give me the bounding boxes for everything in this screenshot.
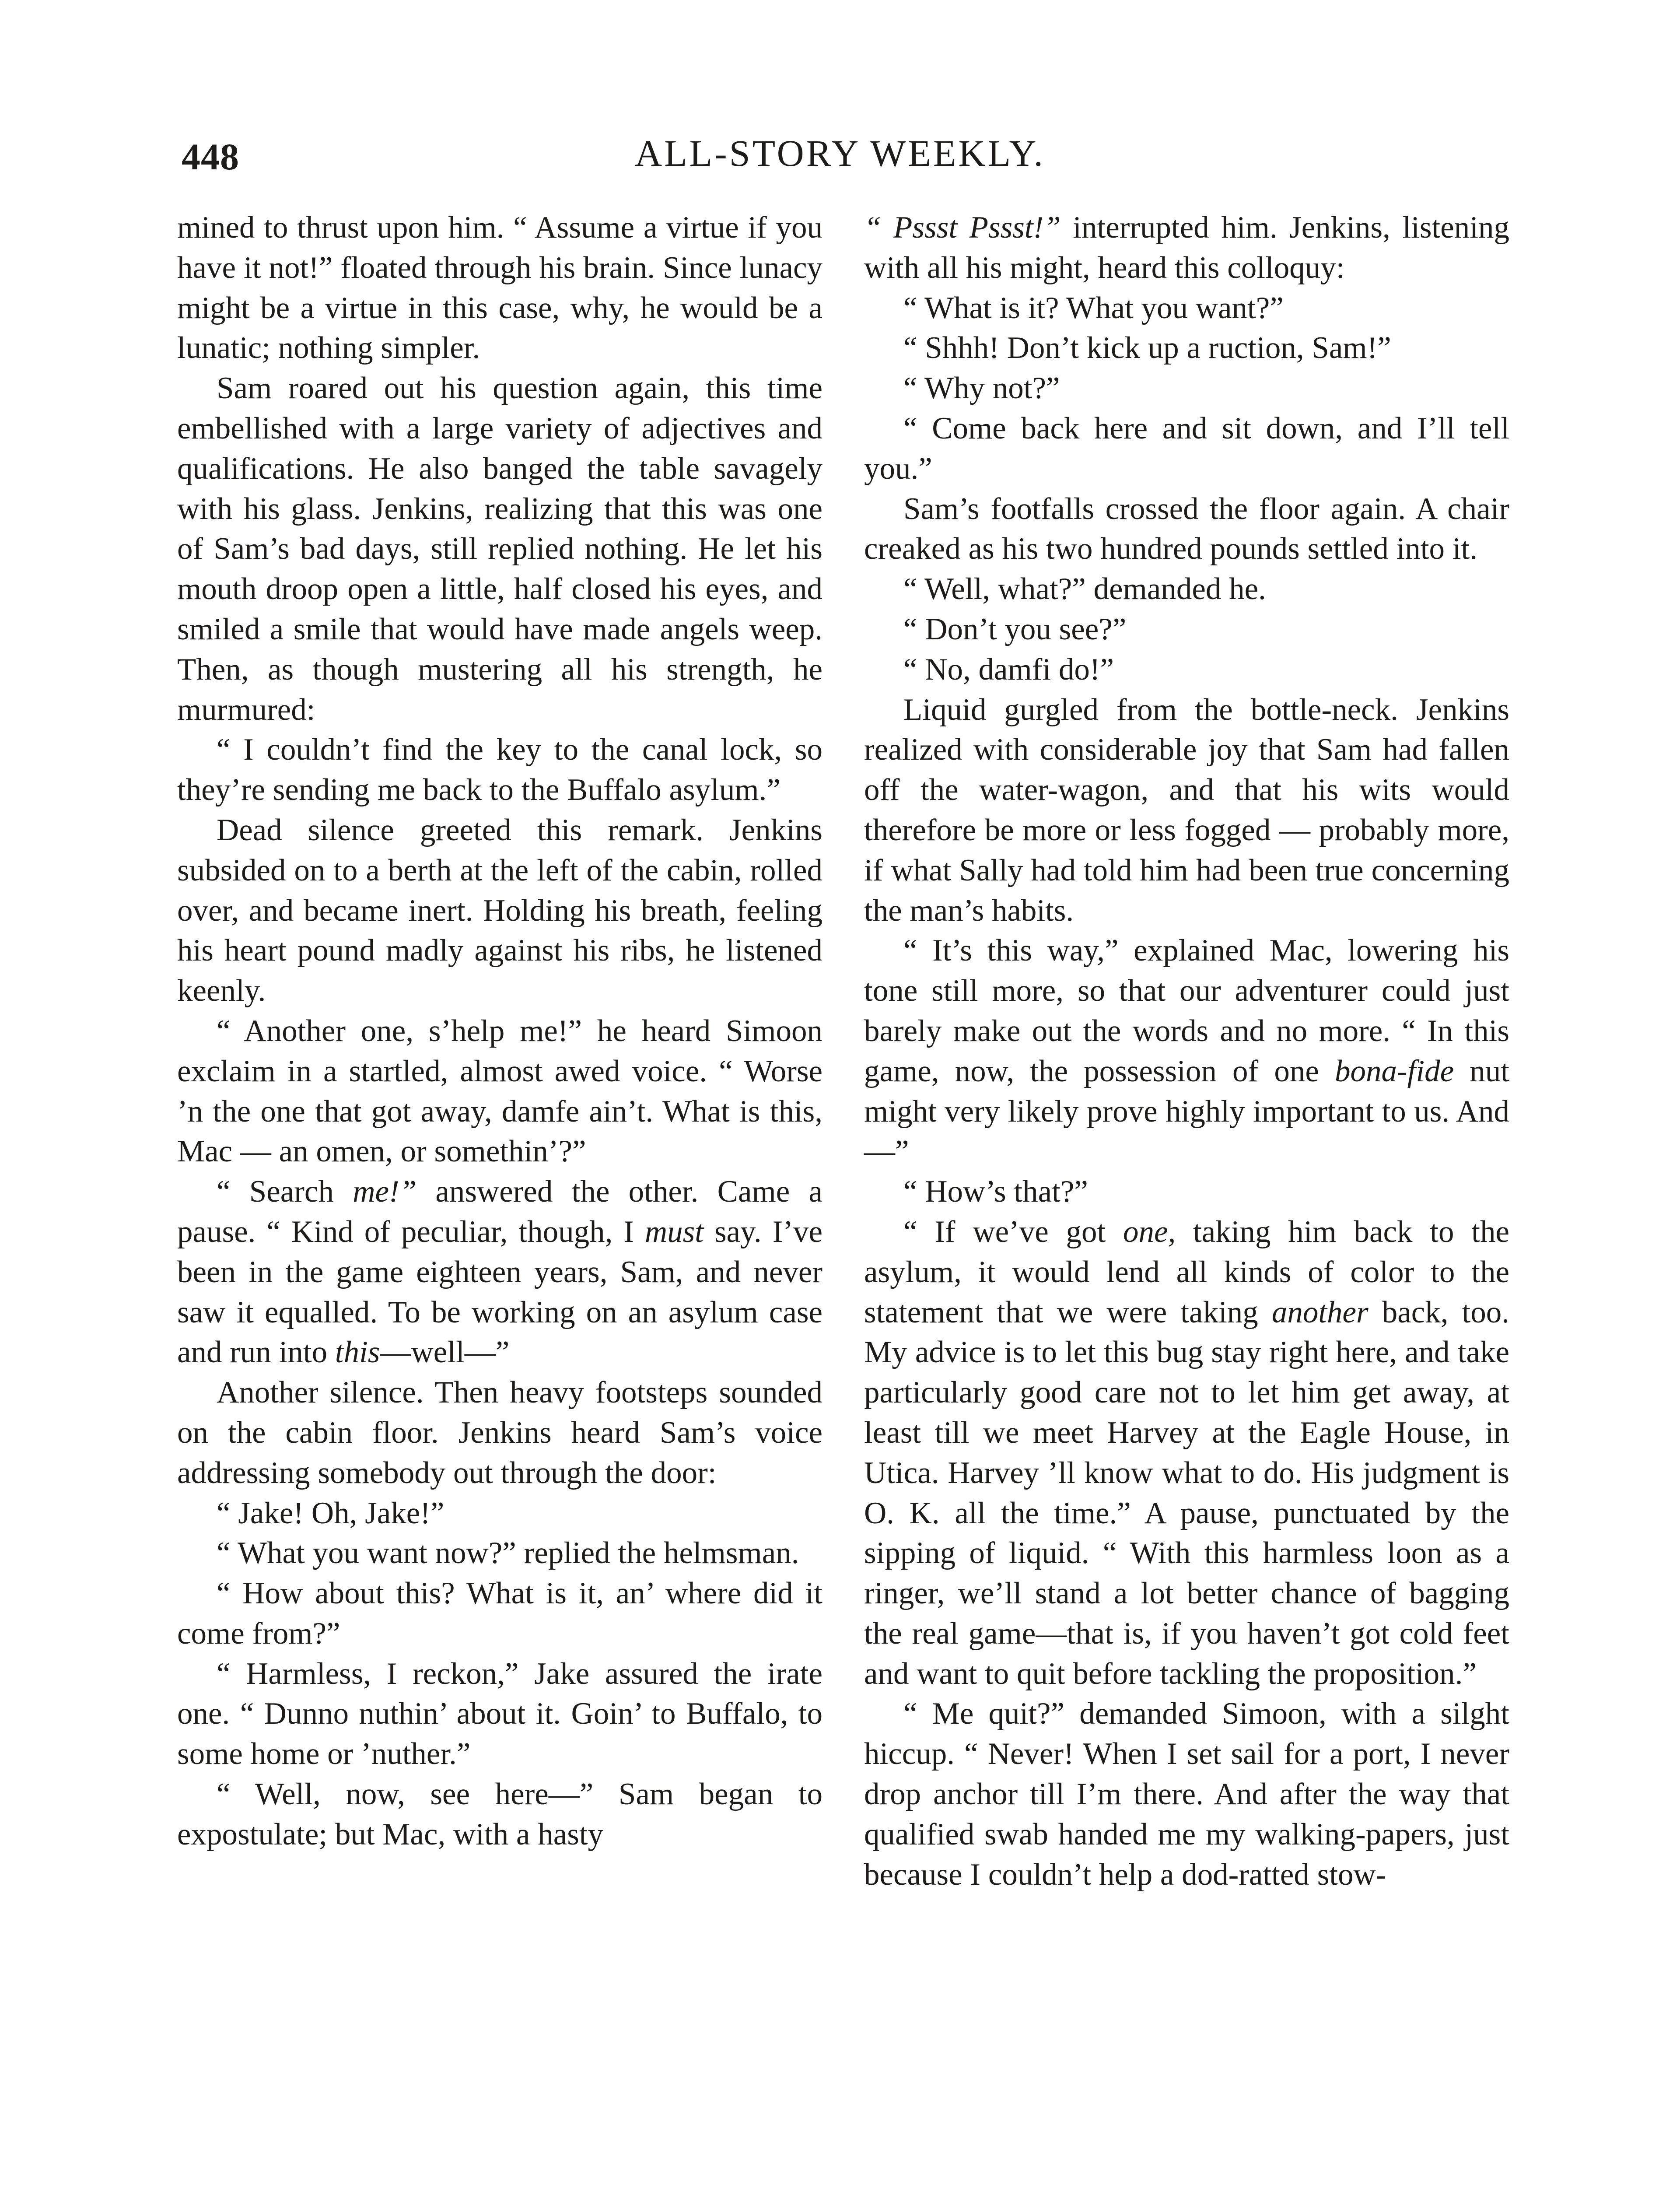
- text-run: “ Harmless, I reckon,” Jake assured the irate one. “ Dunno nuthin’ about it. Goin’ to Buffalo, to some home or ’nuther.”: [177, 1656, 822, 1771]
- paragraph: [177, 1172, 822, 1373]
- text-run: say. I’ve been in the game eighteen years, Sam, and never saw it equalled. To be working on an asylum case and run into: [177, 1214, 822, 1370]
- paragraph: [177, 1373, 822, 1493]
- running-title: ALL-STORY WEEKLY.: [635, 132, 1045, 174]
- text-run: “ No, damfi do!”: [903, 652, 1114, 687]
- text-run: Sam roared out his question again, this time embellished with a large variety of adjectives and qualifications. He also banged the table savagely with his glass. Jenkins, realizing that this was one of Sam’s bad days, still replied nothing. He let his mouth droop open a little, half closed his eyes, and smiled a smile that would have made angels weep. Then, as though mustering all his strength, he murmured:: [177, 371, 822, 727]
- italic-run: bona-fide: [1335, 1054, 1454, 1088]
- paragraph: [864, 569, 1509, 610]
- italic-run: me!”: [353, 1175, 417, 1209]
- paragraph: [864, 368, 1509, 409]
- text-run: “ Why not?”: [903, 371, 1060, 406]
- paragraph: [864, 610, 1509, 650]
- text-run: “ Another one, s’help me!” he heard Simoon exclaim in a startled, almost awed voice. “ Worse ’n the one that got away, damfe ain’t. What is this, Mac — an omen, or somethin’?”: [177, 1013, 822, 1169]
- paragraph: [864, 931, 1509, 1172]
- text-run: Another silence. Then heavy footsteps sounded on the cabin floor. Jenkins heard Sam’s voice addressing somebody out through the door:: [177, 1375, 822, 1490]
- paragraph: [864, 328, 1509, 368]
- paragraph: [864, 1172, 1509, 1212]
- text-run: “ Search: [217, 1175, 353, 1209]
- paragraph: [177, 1011, 822, 1172]
- text-run: “ Well, now, see here—” Sam began to expostulate; but Mac, with a hasty: [177, 1777, 822, 1851]
- paragraph: [864, 409, 1509, 489]
- italic-run: this: [335, 1335, 380, 1370]
- text-run: “ I couldn’t find the key to the canal lock, so they’re sending me back to the Buffalo asylum.”: [177, 733, 822, 807]
- italic-run: must: [644, 1214, 704, 1249]
- paragraph: [864, 1212, 1509, 1694]
- paragraph: [177, 1494, 822, 1534]
- paragraph: [177, 730, 822, 810]
- right-text-column: [864, 208, 1509, 1895]
- italic-run: one,: [1123, 1214, 1176, 1249]
- text-run: “ It’s this way,” explained Mac, lowering his tone still more, so that our adventurer could just barely make out the words and no more. “ In this game, now, the possession of one: [864, 933, 1509, 1088]
- text-run: answered the other. Came a pause. “ Kind of peculiar, though, I: [177, 1175, 823, 1249]
- paragraph: [177, 810, 822, 1011]
- text-run: “ Shhh! Don’t kick up a ruction, Sam!”: [903, 331, 1391, 365]
- left-text-column: [177, 208, 822, 1855]
- text-run: “ How’s that?”: [903, 1175, 1088, 1209]
- text-run: mined to thrust upon him. “ Assume a virtue if you have it not!” floated through his brain. Since lunacy might be a virtue in this case, why, he would be a lunatic; nothing simpler.: [177, 210, 822, 365]
- text-run: —well—”: [380, 1335, 510, 1370]
- text-run: Dead silence greeted this remark. Jenkins subsided on to a berth at the left of the cabin, rolled over, and became inert. Holding his breath, feeling his heart pound madly against his ribs, he listened keenly.: [177, 813, 822, 1008]
- text-run: Sam’s footfalls crossed the floor again. A chair creaked as his two hundred pounds settled into it.: [864, 491, 1509, 566]
- text-run: “ If we’ve got: [903, 1214, 1124, 1249]
- paragraph: [177, 208, 822, 368]
- paragraph: [177, 1533, 822, 1574]
- text-run: “ What you want now?” replied the helmsman.: [217, 1536, 799, 1571]
- text-run: interrupted him. Jenkins, listening with all his might, heard this colloquy:: [864, 210, 1509, 285]
- text-run: nut might very likely prove highly important to us. And—”: [864, 1054, 1509, 1169]
- text-run: “ What is it? What you want?”: [903, 291, 1284, 325]
- text-run: “ Come back here and sit down, and I’ll tell you.”: [864, 411, 1509, 486]
- paragraph: [864, 489, 1509, 570]
- text-run: “ Don’t you see?”: [903, 612, 1127, 646]
- italic-run: “ Pssst Pssst!”: [864, 210, 1061, 245]
- paragraph: [177, 1774, 822, 1855]
- paragraph: [864, 288, 1509, 329]
- paragraph: [864, 690, 1509, 931]
- text-run: “ How about this? What is it, an’ where did it come from?”: [177, 1576, 822, 1651]
- italic-run: another: [1271, 1295, 1368, 1329]
- paragraph: [864, 650, 1509, 690]
- text-run: “ Well, what?” demanded he.: [903, 572, 1266, 607]
- paragraph: [177, 368, 822, 730]
- text-run: “ Jake! Oh, Jake!”: [217, 1496, 444, 1530]
- page-header: [0, 131, 1680, 188]
- text-run: taking him back to the asylum, it would lend all kinds of color to the statement that we were taking: [864, 1214, 1509, 1329]
- text-run: back, too. My advice is to let this bug stay right here, and take particularly good care not to let him get away, at least till we meet Harvey at the Eagle House, in Utica. Harvey ’ll know what to do. His judgment is O. K. all the time.” A pause, punctuated by the sipping of liquid. “ With this harmless loon as a ringer, we’ll stand a lot better chance of bagging the real game—that is, if you haven’t got cold feet and want to quit before tackling the proposition.”: [864, 1295, 1509, 1691]
- paragraph: [177, 1574, 822, 1654]
- paragraph: [177, 1654, 822, 1774]
- paragraph: [864, 208, 1509, 288]
- text-run: Liquid gurgled from the bottle-neck. Jenkins realized with considerable joy that Sam had fallen off the water-wagon, and that his wits would therefore be more or less fogged — probably more, if what Sally had told him had been true concerning the man’s habits.: [864, 692, 1509, 928]
- text-run: “ Me quit?” demanded Simoon, with a silght hiccup. “ Never! When I set sail for a port, I never drop anchor till I’m there. And after the way that qualified swab handed me my walking-papers, just because I couldn’t help a dod-ratted stow-: [864, 1697, 1509, 1892]
- paragraph: [864, 1694, 1509, 1895]
- page-number: 448: [182, 136, 239, 178]
